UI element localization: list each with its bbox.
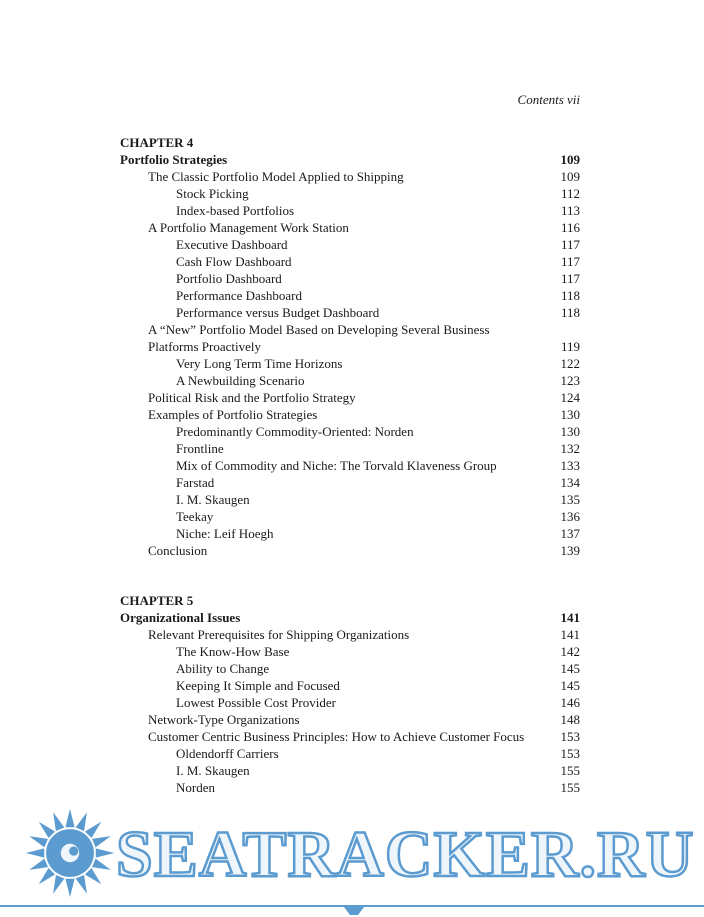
toc-entry-page-number: 116 xyxy=(560,220,580,235)
toc-entry-page-number: 133 xyxy=(560,458,580,473)
toc-entry-page-number: 123 xyxy=(560,373,580,388)
toc-entry-title: Ability to Change xyxy=(176,661,270,676)
toc-entry-title: Cash Flow Dashboard xyxy=(176,254,292,269)
toc-entry xyxy=(120,745,580,762)
toc-entry-page-number: 109 xyxy=(560,169,580,184)
toc-entry-page-number: 148 xyxy=(560,712,580,727)
toc-entry-title: Oldendorff Carriers xyxy=(176,746,279,761)
toc-entry-title: Norden xyxy=(176,780,215,795)
toc-entry-page-number: 155 xyxy=(560,763,580,778)
toc-entry xyxy=(120,423,580,440)
toc-entry xyxy=(120,372,580,389)
toc-entry-page-number: 153 xyxy=(560,746,580,761)
toc-entry xyxy=(120,542,580,559)
toc-entry-page-number: 118 xyxy=(560,305,580,320)
toc-entry-page-number: 117 xyxy=(560,237,580,252)
toc-entry-page-number: 137 xyxy=(560,526,580,541)
toc-entry-title: Predominantly Commodity-Oriented: Norden xyxy=(176,424,414,439)
toc-entry-page-number: 130 xyxy=(560,424,580,439)
toc-entry-page-number: 109 xyxy=(560,152,580,167)
toc-entry-page-number: 117 xyxy=(560,254,580,269)
toc-entry xyxy=(120,694,580,711)
toc-entry xyxy=(120,440,580,457)
toc-entry xyxy=(120,626,580,643)
toc-entry-page-number: 141 xyxy=(560,610,580,625)
chapter-heading: CHAPTER 4 xyxy=(120,135,194,150)
toc-entry xyxy=(120,236,580,253)
toc-entry-title: Stock Picking xyxy=(176,186,249,201)
toc-entry-page-number: 139 xyxy=(560,543,580,558)
toc-entry-title: A Newbuilding Scenario xyxy=(176,373,305,388)
watermark-text: SEATRACKER.RU xyxy=(116,818,695,891)
toc-entry-page-number: 132 xyxy=(560,441,580,456)
toc-entry-page-number: 135 xyxy=(560,492,580,507)
chapter-heading: CHAPTER 5 xyxy=(120,593,194,608)
toc-entry-title: Very Long Term Time Horizons xyxy=(176,356,343,371)
toc-entry xyxy=(120,185,580,202)
toc-entry-page-number: 145 xyxy=(560,661,580,676)
toc-entry-title: Executive Dashboard xyxy=(176,237,288,252)
toc-entry xyxy=(120,151,580,168)
toc-entry xyxy=(120,609,580,626)
toc-entry-title: Portfolio Dashboard xyxy=(176,271,282,286)
toc-entry-title: Customer Centric Business Principles: How to Achieve Customer Focus xyxy=(148,729,525,744)
toc-entry-title: Keeping It Simple and Focused xyxy=(176,678,340,693)
toc-entry xyxy=(120,168,580,185)
toc-entry xyxy=(120,660,580,677)
toc-entry-page-number: 117 xyxy=(560,271,580,286)
toc-entry-page-number: 112 xyxy=(560,186,580,201)
toc-entry xyxy=(120,406,580,423)
table-of-contents xyxy=(120,134,580,796)
toc-entry xyxy=(120,389,580,406)
toc-entry-page-number: 119 xyxy=(560,339,580,354)
toc-entry-page-number: 141 xyxy=(560,627,580,642)
toc-entry xyxy=(120,762,580,779)
toc-entry-page-number: 145 xyxy=(560,678,580,693)
toc-entry xyxy=(120,474,580,491)
toc-entry-title: Frontline xyxy=(176,441,224,456)
toc-entry xyxy=(120,355,580,372)
toc-entry-page-number: 146 xyxy=(560,695,580,710)
toc-entry-page-number: 155 xyxy=(560,780,580,795)
toc-entry-page-number: 122 xyxy=(560,356,580,371)
watermark-notch xyxy=(344,907,364,915)
toc-entry-title: I. M. Skaugen xyxy=(176,763,250,778)
toc-entry-title: Index-based Portfolios xyxy=(176,203,295,218)
toc-entry-title: Examples of Portfolio Strategies xyxy=(148,407,318,422)
toc-entry xyxy=(120,270,580,287)
toc-entry-page-number: 113 xyxy=(560,203,580,218)
toc-entry-title: Portfolio Strategies xyxy=(120,152,228,167)
toc-entry-title: Mix of Commodity and Niche: The Torvald Klaveness Group xyxy=(176,458,497,473)
toc-entry-title: The Classic Portfolio Model Applied to Shipping xyxy=(148,169,404,184)
toc-entry xyxy=(120,728,580,745)
toc-entry-title: Lowest Possible Cost Provider xyxy=(176,695,336,710)
toc-entry-page-number: 124 xyxy=(560,390,580,405)
watermark xyxy=(0,805,704,907)
toc-entry-page-number: 130 xyxy=(560,407,580,422)
running-head: Contents vii xyxy=(517,92,580,107)
toc-entry xyxy=(120,219,580,236)
toc-entry-page-number: 118 xyxy=(560,288,580,303)
toc-entry xyxy=(120,253,580,270)
toc-entry-title: Political Risk and the Portfolio Strategy xyxy=(148,390,356,405)
toc-entry-title: Farstad xyxy=(176,475,215,490)
toc-entry-title: Relevant Prerequisites for Shipping Organizations xyxy=(148,627,410,642)
toc-entry-title: Organizational Issues xyxy=(120,610,241,625)
toc-entry-title: I. M. Skaugen xyxy=(176,492,250,507)
toc-entry-page-number: 153 xyxy=(560,729,580,744)
toc-entry xyxy=(120,677,580,694)
toc-entry xyxy=(120,711,580,728)
toc-entry xyxy=(120,321,580,355)
toc-entry xyxy=(120,643,580,660)
toc-entry-title: Performance versus Budget Dashboard xyxy=(176,305,380,320)
toc-entry xyxy=(120,457,580,474)
toc-entry xyxy=(120,304,580,321)
toc-entry-title: A “New” Portfolio Model Based on Developing Several Business Platforms Proactively xyxy=(148,322,490,354)
toc-entry-title: Network-Type Organizations xyxy=(148,712,300,727)
toc-entry xyxy=(120,525,580,542)
toc-entry-page-number: 136 xyxy=(560,509,580,524)
toc-entry xyxy=(120,491,580,508)
toc-entry-title: Performance Dashboard xyxy=(176,288,302,303)
toc-entry xyxy=(120,779,580,796)
toc-entry-title: The Know-How Base xyxy=(176,644,290,659)
toc-entry-title: A Portfolio Management Work Station xyxy=(148,220,349,235)
toc-entry xyxy=(120,508,580,525)
toc-entry xyxy=(120,202,580,219)
sun-icon xyxy=(24,807,116,904)
toc-entry-page-number: 142 xyxy=(560,644,580,659)
toc-entry-title: Niche: Leif Hoegh xyxy=(176,526,274,541)
toc-entry-title: Conclusion xyxy=(148,543,208,558)
toc-entry-page-number: 134 xyxy=(560,475,580,490)
toc-entry xyxy=(120,287,580,304)
toc-entry-title: Teekay xyxy=(176,509,214,524)
